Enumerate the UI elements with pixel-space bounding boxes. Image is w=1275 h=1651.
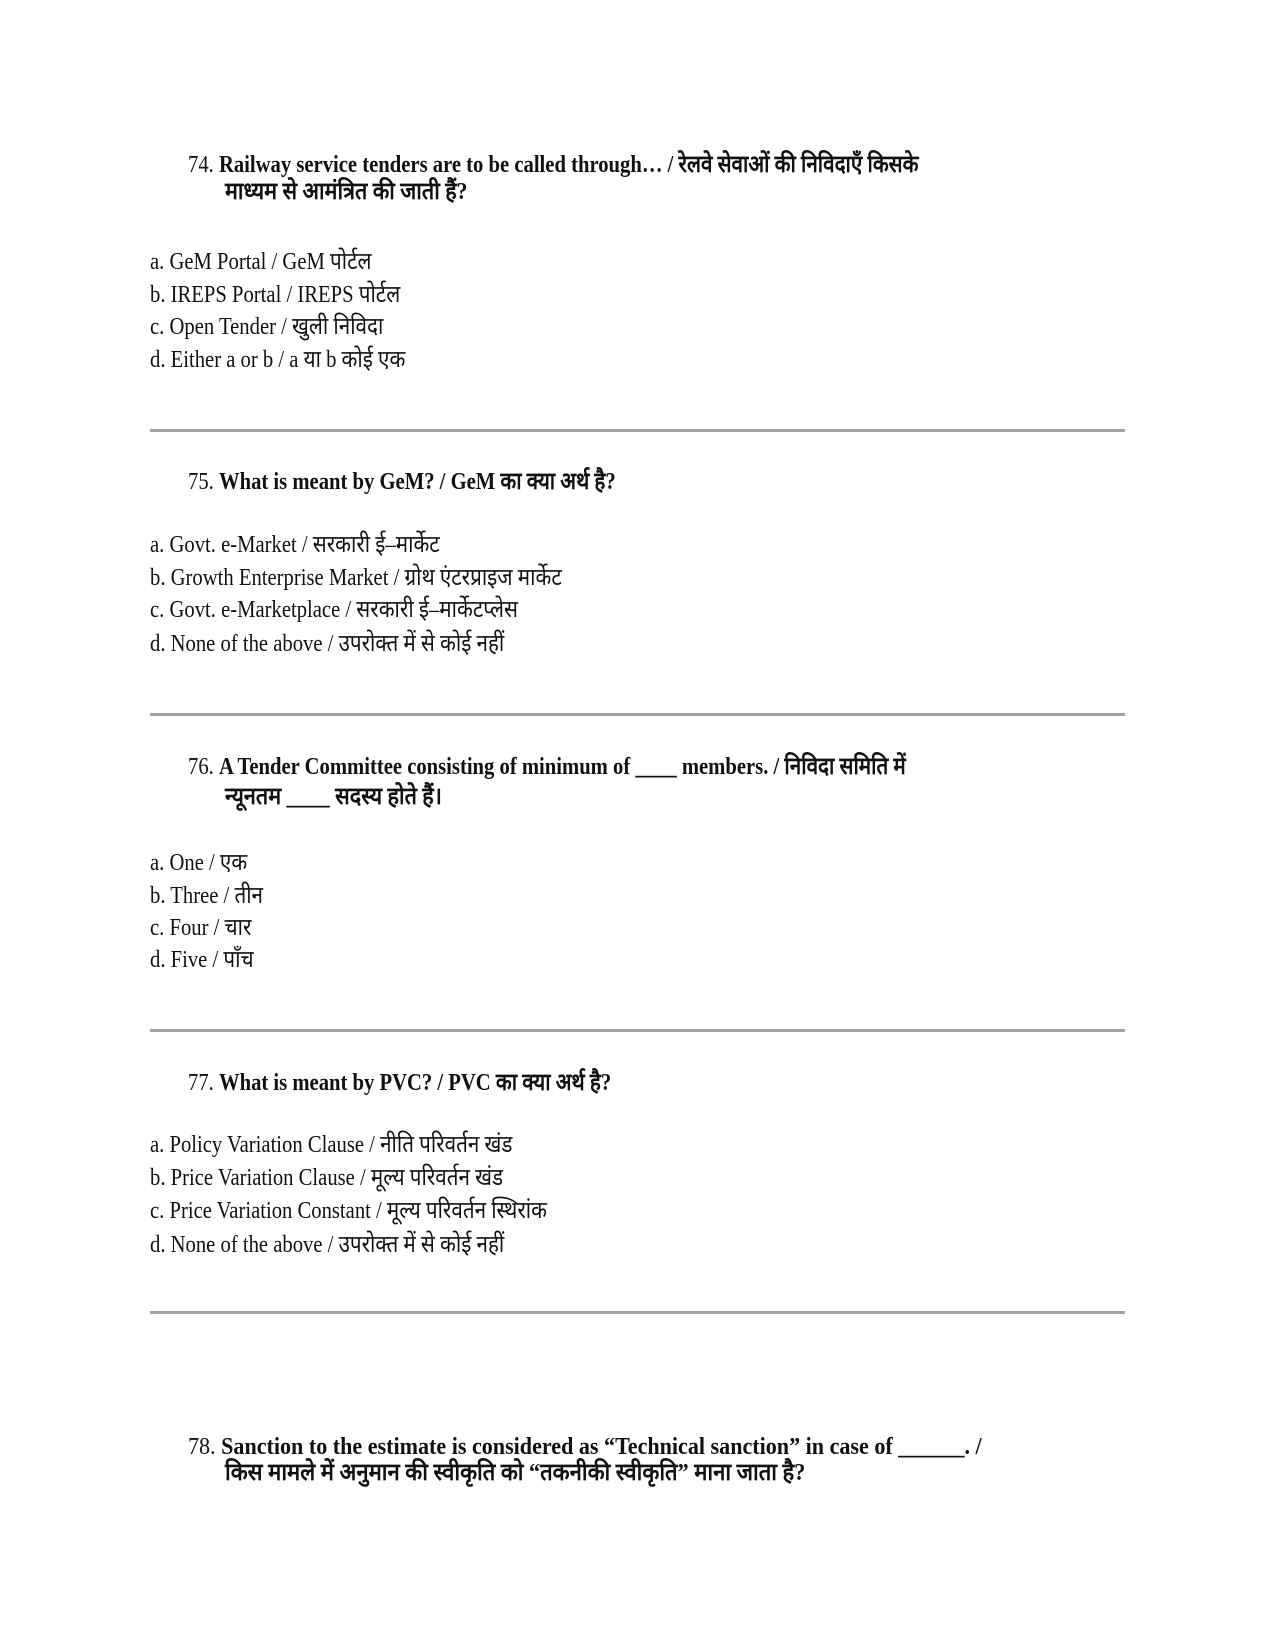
question-78-line2: किस मामले में अनुमान की स्वीकृति को “तकनीकी स्वीकृति” माना जाता है? xyxy=(225,1460,806,1486)
question-text: Railway service tenders are to be called through… / रेलवे सेवाओं की निविदाएँ किसके xyxy=(218,152,919,178)
option-77-b: b. Price Variation Clause / मूल्य परिवर्तन खंड xyxy=(150,1165,504,1191)
option-77-c: c. Price Variation Constant / मूल्य परिवर्तन स्थिरांक xyxy=(150,1198,548,1224)
option-76-c: c. Four / चार xyxy=(150,915,252,941)
question-text: What is meant by PVC? / PVC का क्या अर्थ है? xyxy=(218,1070,612,1096)
question-76-line2: न्यूनतम ____ सदस्य होते हैं। xyxy=(225,784,442,810)
section-divider xyxy=(150,713,1125,716)
option-75-b: b. Growth Enterprise Market / ग्रोथ एंटरप्राइज मार्केट xyxy=(150,565,562,591)
question-text: What is meant by GeM? / GeM का क्या अर्थ है? xyxy=(218,469,616,495)
option-76-d: d. Five / पाँच xyxy=(150,947,254,973)
option-75-d: d. None of the above / उपरोक्त में से कोई नहीं xyxy=(150,631,505,657)
question-74-line1 xyxy=(188,151,918,179)
option-77-a: a. Policy Variation Clause / नीति परिवर्तन खंड xyxy=(150,1132,513,1158)
option-74-b: b. IREPS Portal / IREPS पोर्टल xyxy=(150,282,401,308)
question-76-line1 xyxy=(188,753,906,781)
section-divider xyxy=(150,1311,1125,1314)
question-75-line1 xyxy=(188,468,616,496)
question-74-line2: माध्यम से आमंत्रित की जाती हैं? xyxy=(225,179,468,205)
section-divider xyxy=(150,1029,1125,1032)
section-divider xyxy=(150,429,1125,432)
option-75-c: c. Govt. e-Marketplace / सरकारी ई–मार्केटप्लेस xyxy=(150,597,518,623)
option-75-a: a. Govt. e-Market / सरकारी ई–मार्केट xyxy=(150,532,440,558)
option-74-d: d. Either a or b / a या b कोई एक xyxy=(150,347,406,373)
question-text: A Tender Committee consisting of minimum of ____ members. / निविदा समिति में xyxy=(218,754,906,780)
question-77-line1 xyxy=(188,1069,611,1097)
question-number: 77. xyxy=(188,1070,214,1096)
option-74-c: c. Open Tender / खुली निविदा xyxy=(150,314,384,340)
question-text: Sanction to the estimate is considered as “Technical sanction” in case of ______. / xyxy=(221,1434,982,1460)
question-78-line1 xyxy=(188,1433,982,1461)
option-76-b: b. Three / तीन xyxy=(150,883,264,909)
question-number: 74. xyxy=(188,152,214,178)
question-number: 76. xyxy=(188,754,214,780)
option-77-d: d. None of the above / उपरोक्त में से कोई नहीं xyxy=(150,1232,505,1258)
option-76-a: a. One / एक xyxy=(150,850,248,876)
question-number: 78. xyxy=(188,1434,216,1460)
question-number: 75. xyxy=(188,469,214,495)
option-74-a: a. GeM Portal / GeM पोर्टल xyxy=(150,249,372,275)
